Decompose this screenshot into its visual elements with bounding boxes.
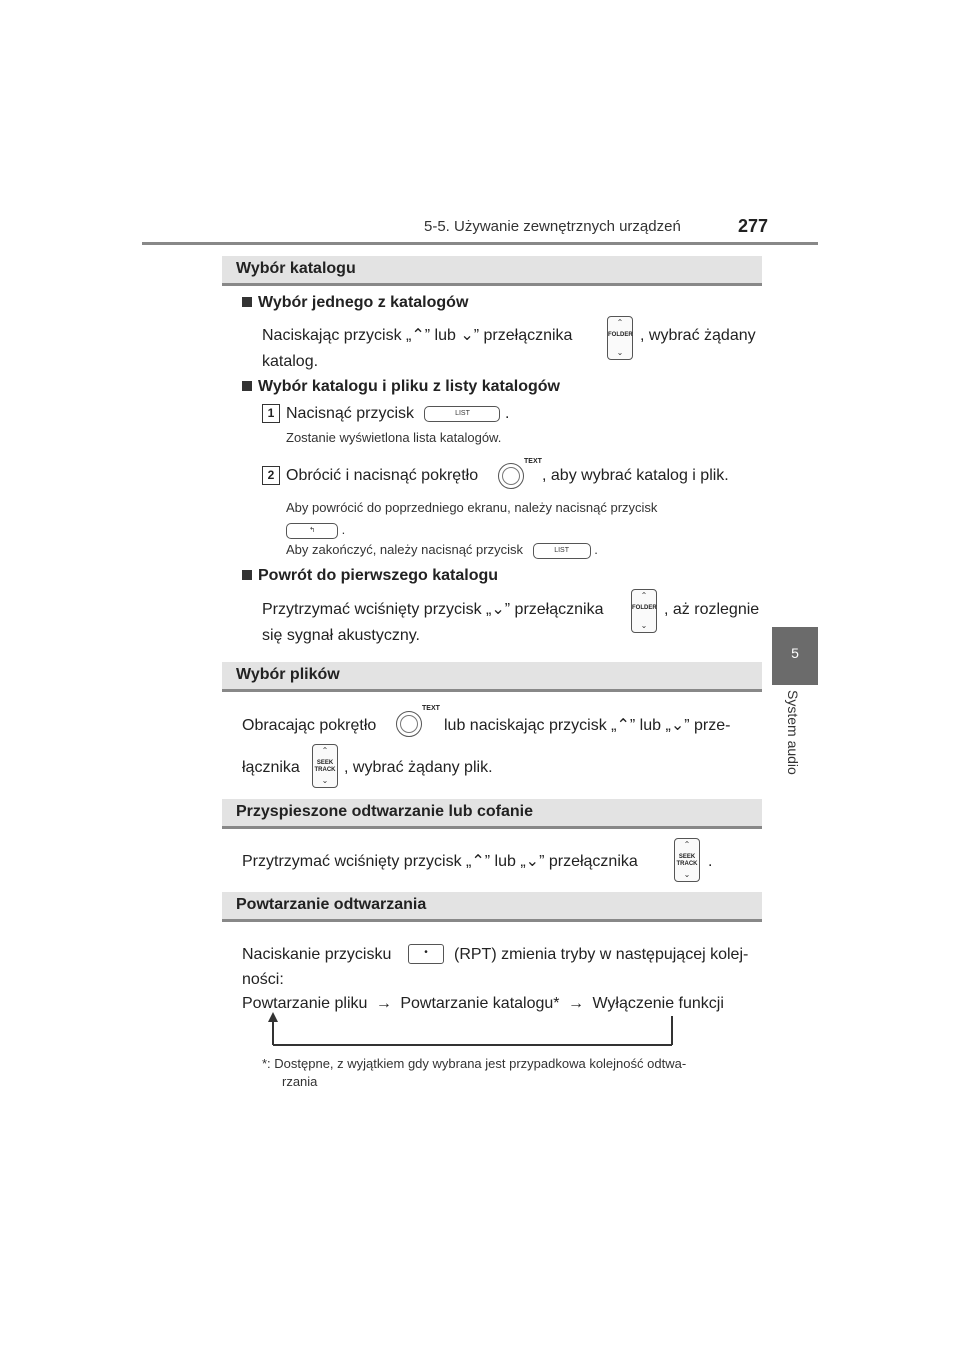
section-header-fast-forward <box>222 799 762 829</box>
bullet-square-icon <box>242 381 252 391</box>
paragraph-first-folder <box>262 598 603 622</box>
paragraph-fast-forward <box>242 850 638 874</box>
footnote-line-1: *: Dostępne, z wyjątkiem gdy wybrana jest przypadkowa kolejność odtwa- <box>262 1056 687 1071</box>
step-1-note: Zostanie wyświetlona lista katalogów. <box>286 430 502 445</box>
text: , wybrać żądany <box>640 327 756 344</box>
text: ” prze- <box>684 717 731 734</box>
switch-down-icon: ⌄ <box>640 621 648 630</box>
mode-file: Powtarzanie pliku <box>242 995 368 1012</box>
text: katalog. <box>262 353 319 370</box>
rpt-button-icon: • <box>408 944 444 964</box>
note-exit <box>286 540 598 560</box>
paragraph-file-select <box>444 714 730 738</box>
note-return: Aby powrócić do poprzedniego ekranu, należy nacisnąć przycisk <box>286 500 658 515</box>
section-header-repeat <box>222 892 762 922</box>
chapter-title: System audio <box>785 690 801 775</box>
switch-down-icon: ⌄ <box>683 870 691 879</box>
up-chevron-icon: ⌃ <box>411 327 425 344</box>
text: , aż rozlegnie <box>664 601 760 618</box>
section-header-folder-select <box>222 256 762 286</box>
switch-label: SEEK TRACK <box>676 854 698 867</box>
text: (RPT) zmienia tryby w następującej kolej- <box>454 946 749 963</box>
switch-down-icon: ⌄ <box>321 776 329 785</box>
back-button-icon: ↰ <box>286 523 338 539</box>
down-chevron-icon: ⌄ <box>525 853 540 870</box>
text: Naciskając przycisk „ <box>262 327 412 344</box>
list-button-icon: LIST <box>424 406 500 422</box>
tune-knob-icon <box>498 463 524 489</box>
text: . <box>341 522 346 537</box>
text: ” przełącznika <box>539 853 638 870</box>
section-title: Powtarzanie odtwarzania <box>236 896 427 913</box>
switch-up-icon: ⌃ <box>616 318 624 327</box>
step-2-text-a: Obrócić i nacisnąć pokrętło <box>286 467 479 484</box>
text: ” przełącznika <box>504 601 604 618</box>
text: ności: <box>242 971 284 988</box>
text: Przytrzymać wciśnięty przycisk „ <box>242 853 472 870</box>
text: Przytrzymać wciśnięty przycisk „ <box>262 601 492 618</box>
step-number: 2 <box>262 466 280 485</box>
subheading-text: Wybór katalogu i pliku z listy katalogów <box>258 378 560 395</box>
switch-down-icon: ⌄ <box>616 348 624 357</box>
switch-label: FOLDER <box>632 605 657 611</box>
note-return-btn <box>286 520 345 540</box>
arrow-right-icon: → <box>567 995 584 1012</box>
folder-switch-icon <box>607 316 633 360</box>
step-number: 1 <box>262 404 280 423</box>
header-section: 5-5. Używanie zewnętrznych urządzeń <box>424 218 681 235</box>
text: łącznika <box>242 759 300 776</box>
folder-switch-icon <box>631 589 657 633</box>
text: ” lub „ <box>484 853 526 870</box>
page-number: 277 <box>738 216 769 236</box>
switch-up-icon: ⌃ <box>321 746 329 755</box>
up-chevron-icon: ⌃ <box>616 717 630 734</box>
bullet-square-icon <box>242 570 252 580</box>
step-2 <box>262 466 280 485</box>
text: ” przełącznika <box>473 327 573 344</box>
text: Naciskanie przycisku <box>242 946 392 963</box>
mode-off: Wyłączenie funkcji <box>592 995 724 1012</box>
mode-folder: Powtarzanie katalogu* <box>400 995 560 1012</box>
switch-up-icon: ⌃ <box>640 591 648 600</box>
text: Aby zakończyć, należy nacisnąć przycisk <box>286 542 523 557</box>
tune-knob-icon <box>396 711 422 737</box>
seek-track-switch-icon <box>674 838 700 882</box>
knob-label: TEXT <box>422 705 440 712</box>
text: . <box>504 405 510 422</box>
switch-label: FOLDER <box>608 332 633 338</box>
footnote-line-2: rzania <box>282 1074 318 1089</box>
subheading-select-from-list <box>242 378 560 396</box>
paragraph-folder-buttons <box>262 324 572 348</box>
step-1 <box>262 404 280 423</box>
down-chevron-icon: ⌄ <box>670 717 685 734</box>
step-1-text <box>286 402 509 426</box>
step-2-text-b: , aby wybrać katalog i plik. <box>542 467 729 484</box>
switch-up-icon: ⌃ <box>683 840 691 849</box>
header-rule <box>142 242 818 245</box>
text: się sygnał akustyczny. <box>262 627 420 644</box>
text: lub naciskając przycisk „ <box>444 717 617 734</box>
bullet-square-icon <box>242 297 252 307</box>
text: , wybrać żądany plik. <box>344 759 493 776</box>
text: . <box>708 853 713 870</box>
subheading-first-folder <box>242 567 498 585</box>
down-chevron-icon: ⌄ <box>491 601 505 618</box>
list-button-icon: LIST <box>533 543 591 559</box>
arrow-right-icon: → <box>375 995 392 1012</box>
knob-label: TEXT <box>524 458 542 465</box>
chapter-tab <box>772 627 818 685</box>
section-header-file-select <box>222 662 762 692</box>
up-chevron-icon: ⌃ <box>471 853 485 870</box>
section-title: Wybór plików <box>236 666 340 683</box>
subheading-select-one-folder <box>242 294 468 312</box>
seek-track-switch-icon <box>312 744 338 788</box>
text: Obracając pokrętło <box>242 717 377 734</box>
section-title: Przyspieszone odtwarzanie lub cofanie <box>236 803 533 820</box>
switch-label: SEEK TRACK <box>314 760 336 773</box>
chapter-number: 5 <box>791 645 799 661</box>
text: Nacisnąć przycisk <box>286 405 415 422</box>
subheading-text: Wybór jednego z katalogów <box>258 294 469 311</box>
subheading-text: Powrót do pierwszego katalogu <box>258 567 499 584</box>
text: ” lub „ <box>629 717 671 734</box>
section-title: Wybór katalogu <box>236 260 356 277</box>
text: ” lub <box>424 327 461 344</box>
text: . <box>594 542 598 557</box>
down-chevron-icon: ⌄ <box>460 327 474 344</box>
loop-arrow-icon <box>260 1010 680 1050</box>
